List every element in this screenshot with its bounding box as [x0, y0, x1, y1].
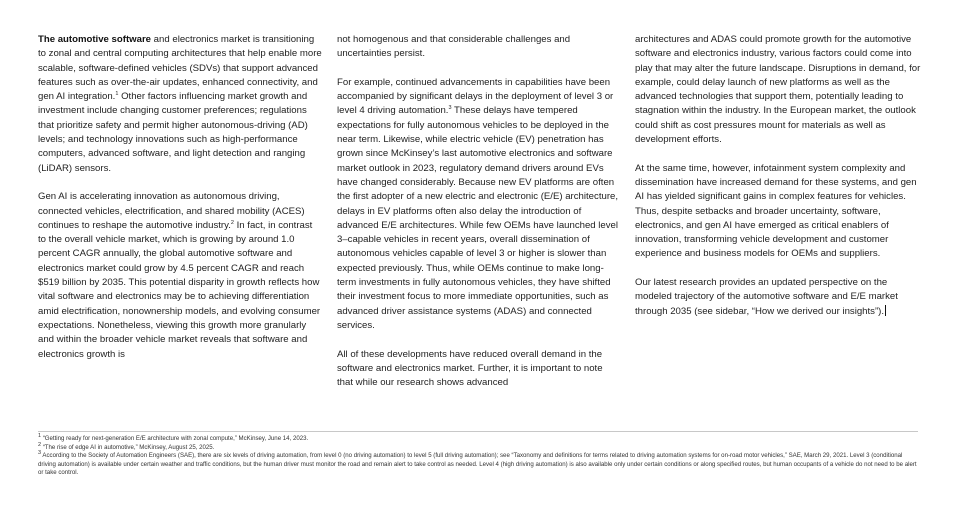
footnote — [38, 432, 920, 444]
paragraph-text: architectures and ADAS could promote growth for the automotive software and electronics industry, various factors could come into play that may alter the future landscape. Disruptions in demand, for example, could delay launch of new platforms as well as the advanced technologies that support them, potentially leading to stagnation within the industry. In the European market, the outlook could shift as cost pressures mount for materials as well as development efforts. — [635, 34, 921, 146]
text-column-3 — [635, 33, 921, 333]
footnote-text: “Getting ready for next-generation E/E architecture with zonal compute,” McKinsey, June 14, 2023. — [41, 435, 309, 442]
paragraph-text: and electronics market is transitioning to zonal and central computing architectures that help enable more scalable, software-defined vehicles (SDVs) that support advanced features such as over-the-air updates, enhanced connectivity, and gen AI integration. — [38, 34, 322, 103]
paragraph — [635, 33, 921, 147]
paragraph — [337, 76, 621, 333]
footnote-ref[interactable]: 1 — [115, 91, 119, 97]
paragraph — [38, 33, 322, 176]
footnote-number: 1 — [38, 432, 42, 439]
paragraph-text: In fact, in contrast to the overall vehicle market, which is growing by around 1.0 percent CAGR annually, the global automotive software and electronics market could grow by 4.5 percent CAGR and reach $519 billion by 2035. This potential disparity in growth reflects how vital software and electronics may be to achieving differentiation amid electrification, nonownership models, and evolving consumer expectations. Nonetheless, viewing this growth more granularly and within the broader vehicle market reveals that software and electronics growth is — [38, 219, 321, 360]
text-cursor — [885, 305, 886, 316]
paragraph — [337, 33, 621, 62]
footnotes — [38, 432, 920, 478]
lead-in-text: The automotive software — [38, 34, 152, 45]
paragraph-text: All of these developments have reduced overall demand in the software and electronics market. Further, it is important to note that while our research shows advanced — [337, 348, 603, 389]
footnote-ref[interactable]: 2 — [230, 219, 234, 226]
paragraph-text: not homogenous and that considerable challenges and uncertainties persist. — [337, 34, 571, 60]
footnote-divider — [38, 431, 918, 432]
paragraph — [38, 190, 322, 362]
footnote-number: 2 — [38, 441, 42, 448]
paragraph-text: Other factors influencing market growth and investment include changing customer preferences; regulations that prioritize safety and permit higher autonomous-driving (AD) levels; and technology innovations such as high-performance computers, advanced software, and light detection and ranging (LiDAR) sensors. — [38, 91, 308, 174]
footnote-ref[interactable]: 3 — [448, 105, 452, 112]
paragraph-text: Our latest research provides an updated perspective on the modeled trajectory of the automotive software and E/E market through 2035 (see sidebar, “How we derived our insights”). — [635, 277, 898, 317]
paragraph — [635, 276, 921, 319]
footnote — [38, 452, 920, 478]
paragraph — [635, 162, 921, 262]
text-column-2 — [337, 33, 621, 405]
footnote-text: “The rise of edge AI in automotive,” McKinsey, August 25, 2025. — [41, 443, 215, 451]
footnote-number: 3 — [38, 450, 42, 457]
footnote-text: According to the Society of Automation Engineers (SAE), there are six levels of driving automation, from level 0 (no driving automation) to level 5 (full driving automation); see “Taxonomy and definitions for terms related to driving automation systems for on-road motor vehicles,” SAE, March 29, 2021. Level 3 (conditional driving automation) is available under certain weather and traffic conditions, but the human driver must monitor the road and remain alert to take control as needed. Level 4 (high driving automation) is also available only under certain conditions or along specified routes, but human occupants of a vehicle do not need to be alert or take control. — [38, 452, 917, 477]
footnote — [38, 441, 920, 453]
paragraph-text: Gen AI is accelerating innovation as autonomous driving, connected vehicles, electrification, and shared mobility (ACES) continues to reshape the automotive industry. — [38, 191, 305, 231]
paragraph-text: For example, continued advancements in capabilities have been accompanied by significant delays in the deployment of level 3 or level 4 driving automation. — [337, 76, 614, 117]
paragraph-text: At the same time, however, infotainment system complexity and dissemination have increased demand for these systems, and gen AI has yielded significant gains in complex features for vehicles. Thus, despite setbacks and broader uncertainty, software, electronics, and gen AI have emerged as critical enablers of innovation, transforming vehicle development and customer experience and business models for OEMs and suppliers. — [635, 162, 917, 260]
paragraph — [337, 348, 621, 391]
text-column-1 — [38, 33, 322, 376]
paragraph-text: These delays have tempered expectations for fully autonomous vehicles to be deployed in the near term. Likewise, while electric vehicle (EV) penetration has grown since McKinsey’s last automotive electronics and software market outlook in 2023, regulatory demand drivers around EVs have changed considerably. Because new EV platforms are often the first adopter of a new electric and electronic (E/E) architecture, delays in EV platforms often also delay the introduction of advanced E/E architectures. While few OEMs have launched level 3–capable vehicles in recent years, overall dissemination of autonomous vehicles capable of level 3 or higher is slower than expected previously. Thus, while OEMs continue to make long-term investments in fully autonomous vehicles, they have shifted their investment focus to more immediate opportunities, such as advanced driver assistance systems (ADAS) and connected services. — [337, 105, 619, 331]
